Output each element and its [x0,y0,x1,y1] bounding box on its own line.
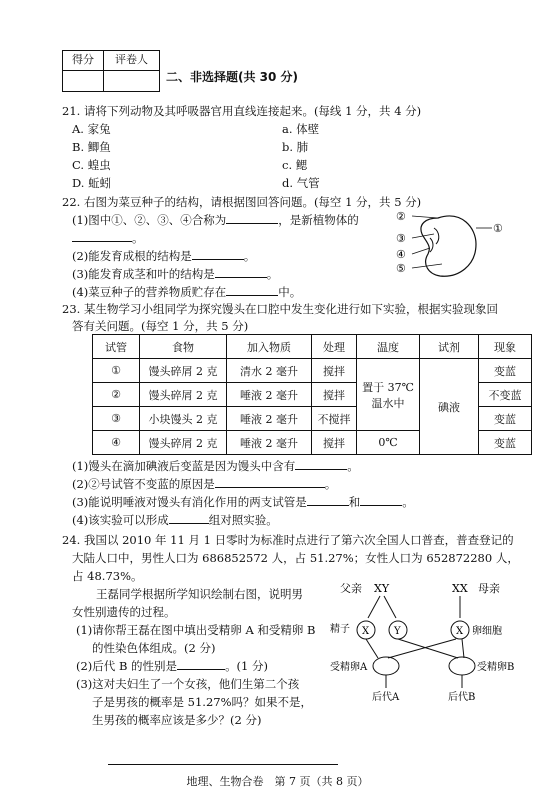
q24-blank1[interactable] [177,658,225,670]
q22-stem: 22. 右图为菜豆种子的结构，请根据图回答问题。(每空 1 分，共 5 分) [62,195,422,209]
box-divider-h [63,70,159,71]
bean-seed-figure [392,204,512,284]
fig-label-1: ① [493,222,503,235]
line-eb [462,639,464,658]
experiment-table [92,334,532,455]
th-added: 加入物质 [227,335,312,359]
q22-blank2[interactable] [72,230,132,242]
q22-blank5[interactable] [226,284,278,296]
embryo-shape [434,228,439,244]
mother-label: 母亲 [478,582,500,595]
zygote-a-label: 受精卵A [330,662,368,673]
child-a-label: 后代A [372,692,400,703]
q24-sub2: (2)后代 B 的性别是 。(1 分) [76,659,269,673]
sperm-label: 精子 [330,624,350,635]
grader-label: 评卷人 [115,53,148,66]
q21-organ-d: d. 气管 [282,176,320,190]
egg-x-text: X [456,626,464,637]
line-xa [366,639,378,658]
page-footer: 地理、生物合卷 第 7 页（共 8 页） [186,775,369,788]
q23-sub1: (1)馒头在滴加碘液后变蓝是因为馒头中含有 。 [72,459,359,473]
q23-blank3[interactable] [307,494,349,506]
q23-blank1[interactable] [295,458,347,470]
q24-sub3a: (3)这对夫妇生了一个女孩，他们生第二个孩 [76,677,300,691]
q22-blank4[interactable] [215,266,267,278]
q24-sub1b: 的性染色体组成。(2 分) [92,641,216,655]
q24-sub3b: 子是男孩的概率是 51.27%吗？如果不是， [92,695,313,709]
leader-line-2 [412,216,438,218]
q24-para-5: 女性别遗传的过程。 [72,605,176,619]
arrow-f-y [384,596,396,618]
footer-rule [108,764,338,765]
q23-blank5[interactable] [169,512,209,524]
q23-sub4: (4)该实验可以形成 组对照实验。 [72,513,278,527]
sperm-x-text: X [362,626,370,637]
q21-organ-c: c. 鳃 [282,158,308,172]
fig-label-3: ③ [396,232,406,245]
score-label: 得分 [72,53,94,66]
q23-stem-1: 23. 某生物学习小组同学为探究馒头在口腔中发生变化进行如下实验，根据实验现象回 [62,302,498,316]
q21-animal-c: C. 蝗虫 [72,158,111,172]
q23-sub2: (2)②号试管不变蓝的原因是 。 [72,477,337,491]
q23-sub3: (3)能说明唾液对馒头有消化作用的两支试管是 和 。 [72,495,414,509]
fig-label-4: ④ [396,248,406,261]
th-process: 处理 [312,335,357,359]
q24-para-2: 大陆人口中，男性人口为 686852572 人，占 51.27%；女性人口为 652872280 人， [72,551,519,565]
leader-line-3 [412,234,434,238]
radicle-shape [430,238,433,252]
q24-sub3c: 生男孩的概率应该是多少？(2 分) [92,713,262,727]
q21-animal-a: A. 家兔 [72,122,111,136]
table-row: ① 馒头碎屑 2 克 清水 2 毫升 搅拌 置于 37℃ 温水中 碘液 变蓝 [93,359,532,383]
father-label: 父亲 [340,582,362,595]
sperm-y-text: Y [394,626,401,637]
score-box [62,50,160,92]
reagent-cell: 碘液 [420,359,479,455]
fig-label-2: ② [396,210,406,223]
q24-sub1a: (1)请你帮王磊在图中填出受精卵 A 和受精卵 B [76,623,316,637]
q21-organ-a: a. 体壁 [282,122,320,136]
th-reagent: 试剂 [420,335,479,359]
mother-chrom: XX [452,582,468,595]
q22-sub1-cont: 。 [72,230,144,246]
line-ea [388,639,456,658]
zygote-b-ellipse [449,657,475,675]
q22-blank3[interactable] [192,248,244,260]
q22-sub2: (2)能发育成根的结构是 。 [72,249,256,263]
q22-blank1[interactable] [226,212,278,224]
child-b-label: 后代B [448,692,476,703]
seed-outline [421,216,476,276]
q22-sub1: (1)图中①、②、③、④合称为 ，是新植物体的 [72,213,359,227]
q24-para-1: 24. 我国以 2010 年 11 月 1 日零时为标准时点进行了第六次全国人口普查，普查登记的 [62,533,514,547]
fig-label-5: ⑤ [396,262,406,275]
father-chrom: XY [374,582,390,595]
q21-animal-d: D. 蚯蚓 [72,176,112,190]
th-food: 食物 [140,335,227,359]
table-header-row [93,335,532,359]
table-row: ③ 小块馒头 2 克 唾液 2 毫升 不搅拌 变蓝 [93,407,532,431]
q22-sub3: (3)能发育成茎和叶的结构是 。 [72,267,279,281]
q21-animal-b: B. 鲫鱼 [72,140,111,154]
q23-blank2[interactable] [215,476,325,488]
q22-sub4: (4)菜豆种子的营养物质贮存在 中。 [72,285,302,299]
box-divider-v [103,51,104,91]
th-result: 现象 [479,335,532,359]
line-yb [398,639,458,658]
zygote-b-label: 受精卵B [477,662,515,673]
q24-para-3: 占 48.73%。 [72,569,143,583]
q24-para-4: 王磊同学根据所学知识绘制右图，说明男 [96,587,303,601]
table-row: ② 馒头碎屑 2 克 唾液 2 毫升 搅拌 不变蓝 [93,383,532,407]
arrow-f-x [368,596,380,618]
inheritance-diagram [330,578,520,708]
section-title: 二、非选择题(共 30 分) [166,70,299,84]
th-tube: 试管 [93,335,140,359]
th-temp: 温度 [357,335,420,359]
q23-stem-2: 答有关问题。(每空 1 分，共 5 分) [72,319,249,333]
q23-blank4[interactable] [360,494,402,506]
table-row: ④ 馒头碎屑 2 克 唾液 2 毫升 搅拌 0℃ 变蓝 [93,431,532,455]
temp-merged-cell: 置于 37℃ 温水中 [357,359,420,431]
zygote-a-ellipse [373,657,399,675]
q21-stem: 21. 请将下列动物及其呼吸器官用直线连接起来。(每线 1 分，共 4 分) [62,104,422,118]
q21-organ-b: b. 肺 [282,140,309,154]
leader-line-4 [412,248,430,254]
egg-label: 卵细胞 [472,626,502,637]
